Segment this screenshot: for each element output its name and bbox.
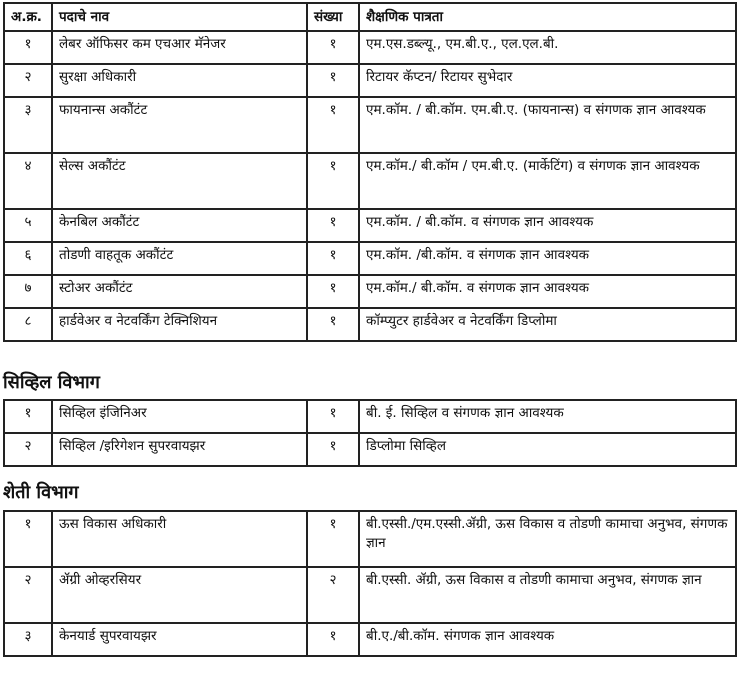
main-vacancy-table <box>3 2 737 342</box>
qualification: बी.ए./बी.कॉम. संगणक ज्ञान आवश्यक <box>359 623 736 656</box>
post-name: ॲग्री ओव्हरसियर <box>52 567 307 623</box>
post-count: १ <box>307 400 359 433</box>
row-number: ८ <box>4 308 52 341</box>
civil-section-title: सिव्हिल विभाग <box>3 372 100 393</box>
table-row <box>4 64 736 97</box>
post-name: सिव्हिल /इरिगेशन सुपरवायझर <box>52 433 307 466</box>
row-number: ५ <box>4 209 52 242</box>
agri-section-title: शेती विभाग <box>3 482 79 503</box>
qualification: एम.कॉम. / बी.कॉम. एम.बी.ए. (फायनान्स) व संगणक ज्ञान आवश्यक <box>359 97 736 153</box>
table-row <box>4 400 736 433</box>
qualification: एम.एस.डब्ल्यू., एम.बी.ए., एल.एल.बी. <box>359 31 736 64</box>
row-number: २ <box>4 567 52 623</box>
post-name: केनबिल अकौंटंट <box>52 209 307 242</box>
table-row <box>4 153 736 209</box>
post-name: केनयार्ड सुपरवायझर <box>52 623 307 656</box>
post-count: २ <box>307 567 359 623</box>
qualification: डिप्लोमा सिव्हिल <box>359 433 736 466</box>
post-name: सिव्हिल इंजिनिअर <box>52 400 307 433</box>
table-row <box>4 31 736 64</box>
row-number: ७ <box>4 275 52 308</box>
table-row <box>4 511 736 567</box>
table-row <box>4 623 736 656</box>
post-count: १ <box>307 31 359 64</box>
header-qualification: शैक्षणिक पात्रता <box>359 3 736 31</box>
table-row <box>4 275 736 308</box>
qualification: एम.कॉम./ बी.कॉम / एम.बी.ए. (मार्केटिंग) व संगणक ज्ञान आवश्यक <box>359 153 736 209</box>
post-count: १ <box>307 275 359 308</box>
civil-vacancy-table <box>3 399 737 467</box>
table-row <box>4 97 736 153</box>
row-number: ४ <box>4 153 52 209</box>
row-number: १ <box>4 31 52 64</box>
post-count: १ <box>307 433 359 466</box>
post-count: १ <box>307 153 359 209</box>
post-count: १ <box>307 623 359 656</box>
row-number: ३ <box>4 97 52 153</box>
qualification: बी. ई. सिव्हिल व संगणक ज्ञान आवश्यक <box>359 400 736 433</box>
qualification: रिटायर कॅप्टन/ रिटायर सुभेदार <box>359 64 736 97</box>
qualification: एम.कॉम. / बी.कॉम. व संगणक ज्ञान आवश्यक <box>359 209 736 242</box>
post-name: तोडणी वाहतूक अकौंटंट <box>52 242 307 275</box>
post-count: १ <box>307 64 359 97</box>
post-count: १ <box>307 308 359 341</box>
post-name: लेबर ऑफिसर कम एचआर मॅनेजर <box>52 31 307 64</box>
row-number: ३ <box>4 623 52 656</box>
row-number: २ <box>4 433 52 466</box>
post-count: १ <box>307 97 359 153</box>
table-row <box>4 242 736 275</box>
table-row <box>4 308 736 341</box>
qualification: एम.कॉम. /बी.कॉम. व संगणक ज्ञान आवश्यक <box>359 242 736 275</box>
qualification: बी.एस्सी./एम.एस्सी.ॲग्री, ऊस विकास व तोडणी कामाचा अनुभव, संगणक ज्ञान <box>359 511 736 567</box>
table-row <box>4 567 736 623</box>
row-number: १ <box>4 400 52 433</box>
post-name: फायनान्स अकौंटंट <box>52 97 307 153</box>
post-count: १ <box>307 511 359 567</box>
header-sr-no: अ.क्र. <box>4 3 52 31</box>
qualification: बी.एस्सी. ॲग्री, ऊस विकास व तोडणी कामाचा अनुभव, संगणक ज्ञान <box>359 567 736 623</box>
row-number: ६ <box>4 242 52 275</box>
post-name: हार्डवेअर व नेटवर्किंग टेक्निशियन <box>52 308 307 341</box>
table-header-row <box>4 3 736 31</box>
post-name: सेल्स अकौंटंट <box>52 153 307 209</box>
header-post-name: पदाचे नाव <box>52 3 307 31</box>
qualification: एम.कॉम./ बी.कॉम. व संगणक ज्ञान आवश्यक <box>359 275 736 308</box>
table-row <box>4 209 736 242</box>
row-number: १ <box>4 511 52 567</box>
post-name: सुरक्षा अधिकारी <box>52 64 307 97</box>
header-count: संख्या <box>307 3 359 31</box>
post-name: स्टोअर अकौंटंट <box>52 275 307 308</box>
post-count: १ <box>307 209 359 242</box>
agri-vacancy-table <box>3 510 737 657</box>
row-number: २ <box>4 64 52 97</box>
post-name: ऊस विकास अधिकारी <box>52 511 307 567</box>
qualification: कॉम्प्युटर हार्डवेअर व नेटवर्किंग डिप्लोमा <box>359 308 736 341</box>
table-row <box>4 433 736 466</box>
post-count: १ <box>307 242 359 275</box>
